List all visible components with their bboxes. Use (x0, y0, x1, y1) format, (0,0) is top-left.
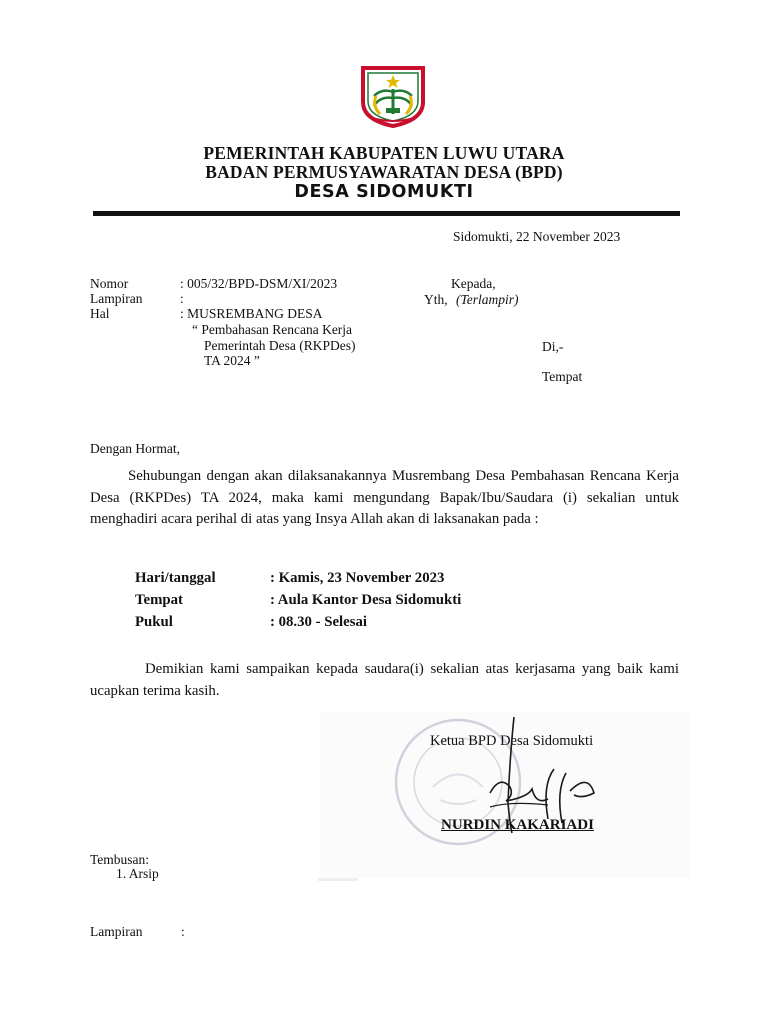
salutation: Dengan Hormat, (90, 441, 180, 456)
date-line: Sidomukti, 22 November 2023 (453, 229, 621, 244)
body-paragraph-1 (90, 466, 679, 531)
schedule-value-place: : Aula Kantor Desa Sidomukti (270, 592, 462, 608)
nomor-value: : 005/32/BPD-DSM/XI/2023 (180, 276, 338, 291)
lampiran-value: : (180, 291, 184, 306)
schedule-label-time: Pukul (135, 614, 173, 630)
body-paragraph-1-text: Sehubungan dengan akan dilaksanakannya Musrembang Desa Pembahasan Rencana Kerja Desa (RKPDes) TA 2024, maka kami mengundang Bapak/Ibu/Saudara (i) sekalian untuk menghadiri acara perihal di atas yang Insya Allah akan di laksanakan pada : (90, 468, 679, 527)
regency-emblem-logo (358, 62, 428, 128)
signature-title: Ketua BPD Desa Sidomukti (430, 733, 594, 749)
lampiran-label: Lampiran (90, 291, 143, 306)
hal-value: : MUSREMBANG DESA (180, 306, 323, 321)
scan-artifact (318, 878, 358, 881)
di-label: Di,- (542, 339, 564, 354)
tembusan-item: 1. Arsip (116, 866, 159, 881)
schedule-value-date: : Kamis, 23 November 2023 (270, 570, 445, 586)
body-paragraph-2 (90, 659, 679, 702)
tembusan-label: Tembusan: (90, 852, 150, 867)
hal-line-3: Pemerintah Desa (RKPDes) (204, 338, 356, 353)
hal-line-4: TA 2024 ” (204, 353, 260, 368)
header-line-village: DESA SIDOMUKTI (294, 182, 474, 202)
hal-line-2: “ Pembahasan Rencana Kerja (192, 322, 353, 337)
yth-label: Yth, (424, 292, 448, 307)
header-line-bpd: BADAN PERMUSYAWARATAN DESA (BPD) (205, 162, 563, 182)
lampiran-footer-value: : (181, 924, 185, 939)
lampiran-footer-label: Lampiran (90, 924, 143, 939)
nomor-label: Nomor (90, 276, 129, 291)
signatory-name: NURDIN KAKARIADI (441, 817, 594, 833)
schedule-value-time: : 08.30 - Selesai (270, 614, 367, 630)
body-paragraph-2-text: Demikian kami sampaikan kepada saudara(i) sekalian atas kerjasama yang baik kami ucapkan terima kasih. (90, 661, 679, 699)
tempat-label: Tempat (542, 369, 583, 384)
hal-label: Hal (90, 306, 110, 321)
schedule-label-date: Hari/tanggal (135, 570, 216, 586)
schedule-label-place: Tempat (135, 592, 183, 608)
kepada-label: Kepada, (451, 276, 496, 291)
header-line-government: PEMERINTAH KABUPATEN LUWU UTARA (203, 143, 565, 163)
yth-value: (Terlampir) (456, 292, 519, 307)
header-divider (93, 211, 680, 216)
